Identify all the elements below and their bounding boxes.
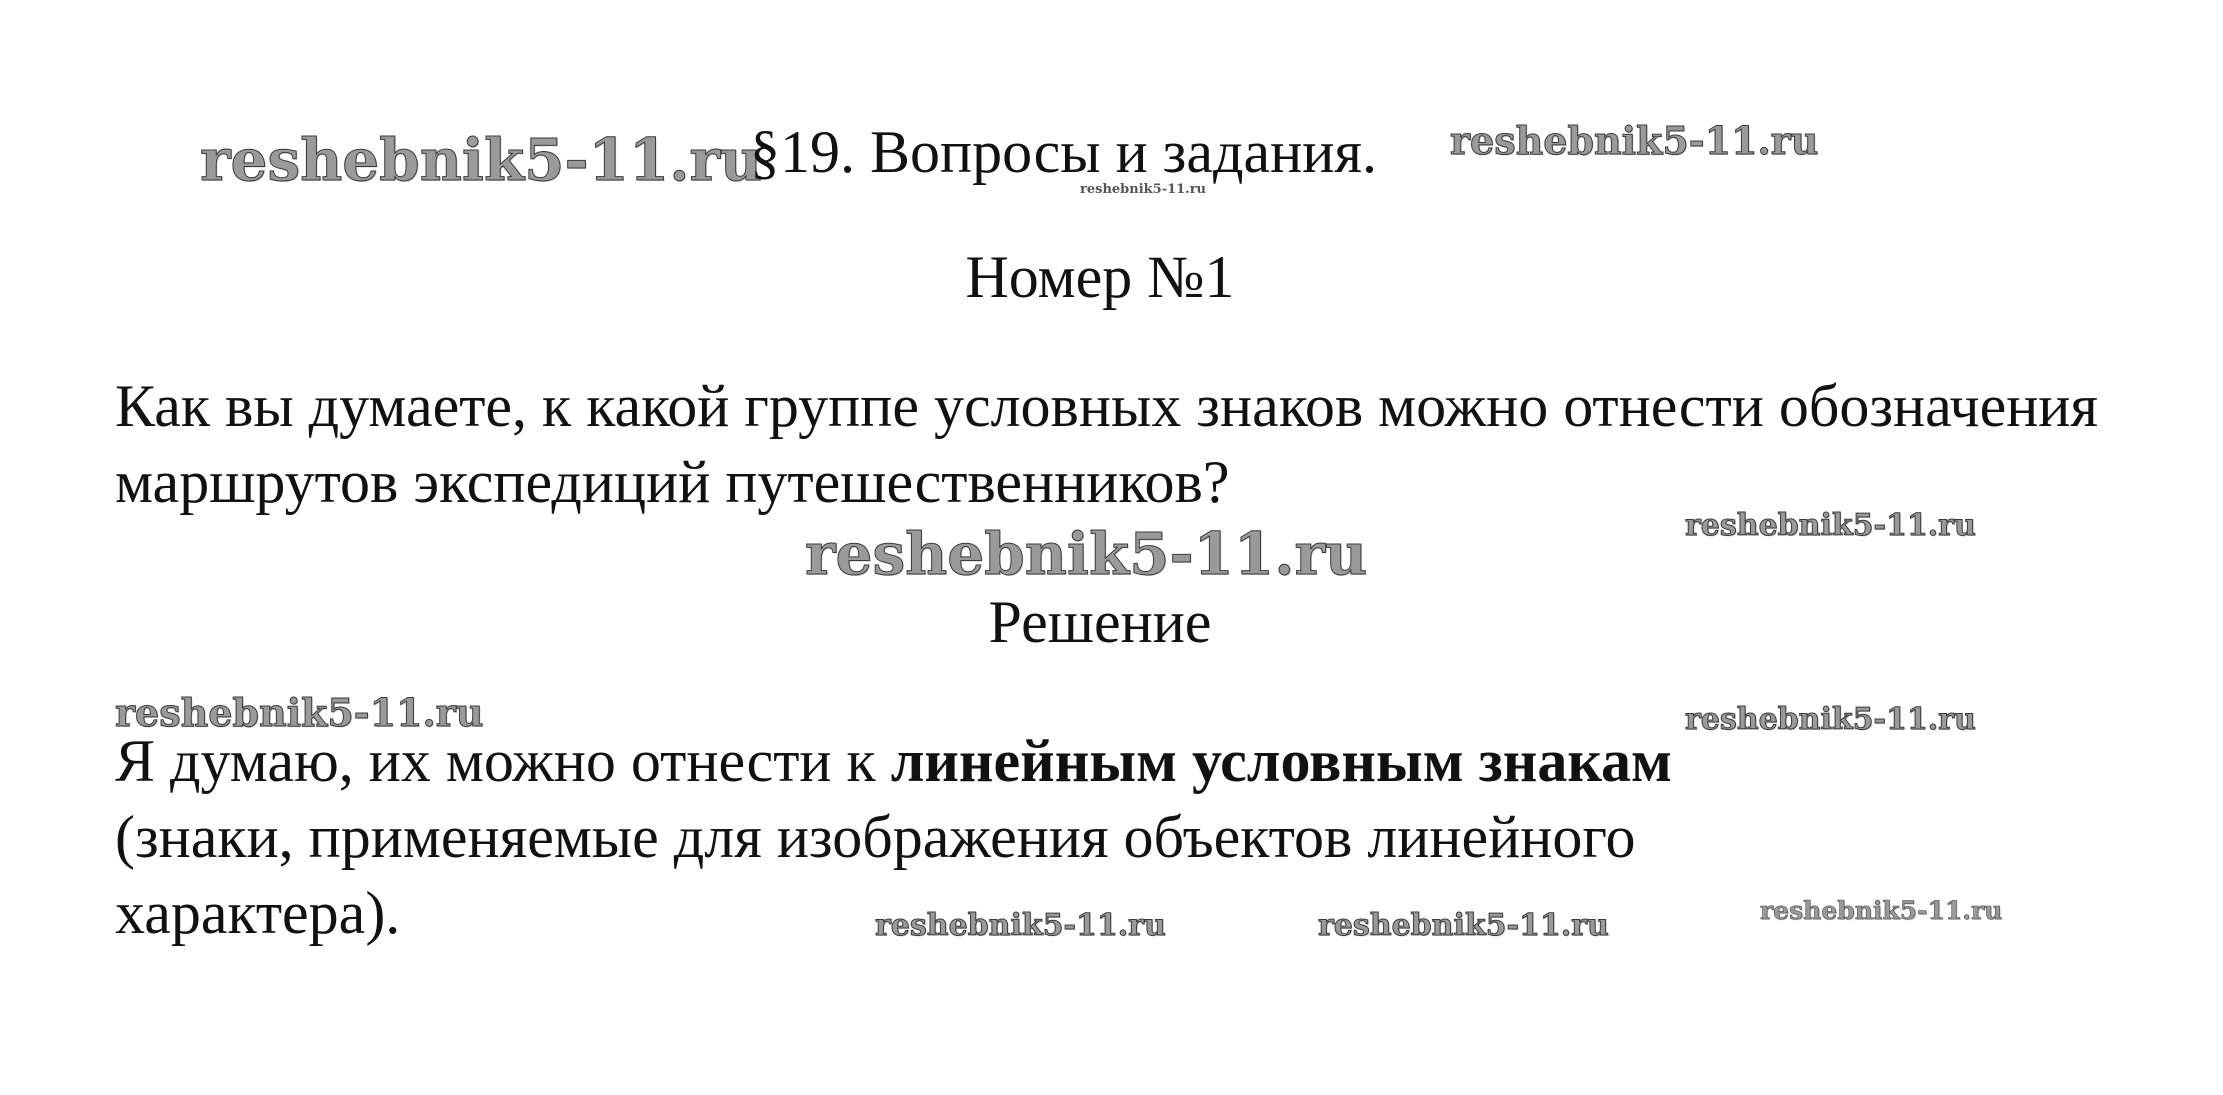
watermark-logo-bottom-2: reshebnik5-11.ru — [1318, 908, 1609, 943]
answer-text-start: Я думаю, их можно отнести к — [115, 728, 891, 794]
watermark-logo-center: reshebnik5-11.ru — [805, 520, 1368, 588]
section-title: §19. Вопросы и задания. — [750, 119, 1377, 185]
watermark-logo-right-lower: reshebnik5-11.ru — [1685, 702, 1976, 737]
watermark-logo-right-mid: reshebnik5-11.ru — [1685, 508, 1976, 543]
problem-number-heading: Номер №1 — [965, 244, 1235, 310]
watermark-logo-bottom-3: reshebnik5-11.ru — [1760, 896, 2003, 925]
answer-text-end: (знаки, применяемые для изображения объектов линейного характера). — [115, 804, 1636, 946]
watermark-logo-left-mid: reshebnik5-11.ru — [115, 690, 484, 735]
answer-paragraph — [115, 723, 1835, 951]
watermark-logo-top-left: reshebnik5-11.ru — [200, 126, 763, 194]
question-text: Как вы думаете, к какой группе условных знаков можно отнести обозначения маршрутов экспедиций путешественников? — [115, 373, 2099, 515]
watermark-logo-top-right: reshebnik5-11.ru — [1450, 118, 1819, 163]
answer-key-term: линейным условным знакам — [890, 728, 1672, 794]
watermark-logo-bottom-1: reshebnik5-11.ru — [875, 908, 1166, 943]
watermark-logo-tiny: reshebnik5-11.ru — [1080, 182, 1207, 197]
solution-heading: Решение — [988, 589, 1212, 655]
